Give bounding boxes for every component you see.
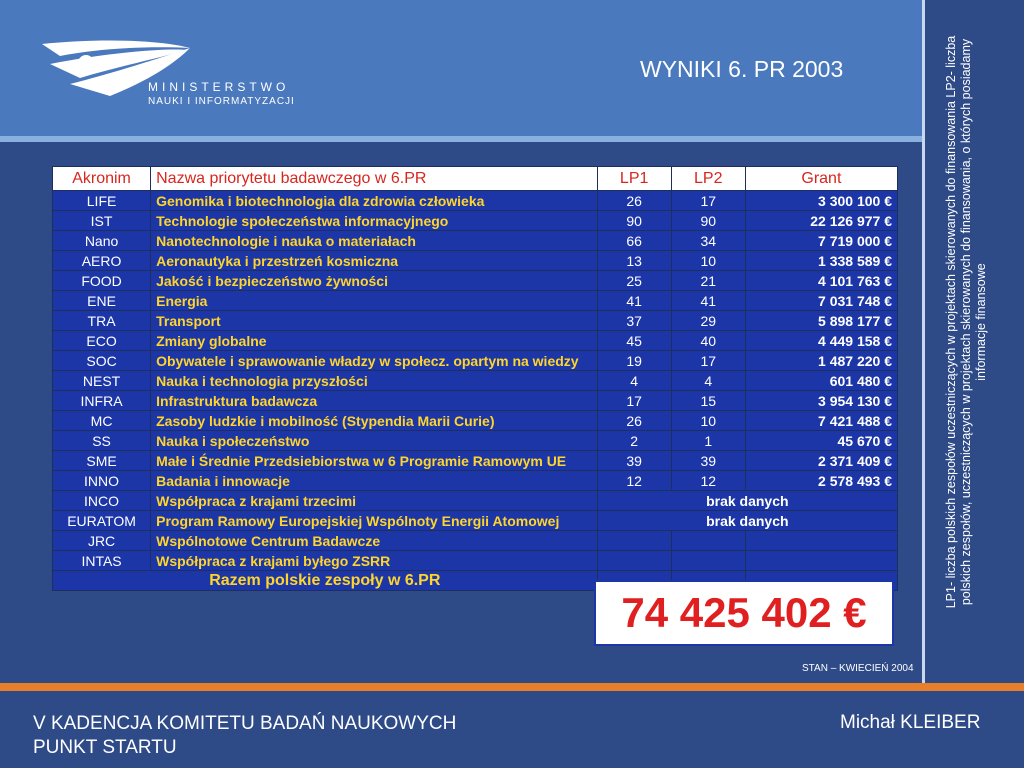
cell-grant xyxy=(745,551,897,571)
total-label: Razem polskie zespoły w 6.PR xyxy=(53,571,598,591)
cell-name: Zmiany globalne xyxy=(151,331,598,351)
cell-lp2: 41 xyxy=(671,291,745,311)
cell-name: Program Ramowy Europejskiej Wspólnoty Energii Atomowej xyxy=(151,511,598,531)
logo-line1: MINISTERSTWO xyxy=(148,80,290,94)
table-row xyxy=(53,211,898,231)
cell-grant: 4 449 158 € xyxy=(745,331,897,351)
cell-lp1: 26 xyxy=(597,411,671,431)
cell-acronym: JRC xyxy=(53,531,151,551)
footer-line2: PUNKT STARTU xyxy=(33,737,177,758)
cell-name: Technologie społeczeństwa informacyjnego xyxy=(151,211,598,231)
cell-name: Małe i Średnie Przedsiebiorstwa w 6 Programie Ramowym UE xyxy=(151,451,598,471)
table-row xyxy=(53,231,898,251)
cell-acronym: ENE xyxy=(53,291,151,311)
cell-lp1 xyxy=(597,531,671,551)
table-row xyxy=(53,191,898,211)
cell-lp1: 45 xyxy=(597,331,671,351)
cell-name: Obywatele i sprawowanie władzy w społecz. opartym na wiedzy xyxy=(151,351,598,371)
cell-lp1 xyxy=(597,551,671,571)
header-acronym: Akronim xyxy=(53,167,151,191)
cell-grant: 4 101 763 € xyxy=(745,271,897,291)
cell-lp1: 37 xyxy=(597,311,671,331)
cell-acronym: NEST xyxy=(53,371,151,391)
cell-lp2: 39 xyxy=(671,451,745,471)
cell-grant: 3 300 100 € xyxy=(745,191,897,211)
cell-lp1: 66 xyxy=(597,231,671,251)
cell-name: Genomika i biotechnologia dla zdrowia człowieka xyxy=(151,191,598,211)
cell-lp2: 21 xyxy=(671,271,745,291)
table-row xyxy=(53,431,898,451)
table-row xyxy=(53,331,898,351)
legend-note: LP1- liczba polskich zespołów uczestniczących w projektach skierowanych do finansowania LP2- liczba polskich zespołów, uczestniczących w projektach skierowanych do finansowania, o których posiadamy informacje finansowe xyxy=(944,35,988,609)
cell-name: Współpraca z krajami byłego ZSRR xyxy=(151,551,598,571)
table-row xyxy=(53,551,898,571)
cell-acronym: FOOD xyxy=(53,271,151,291)
table-row xyxy=(53,351,898,371)
cell-name: Badania i innowacje xyxy=(151,471,598,491)
cell-name: Energia xyxy=(151,291,598,311)
cell-acronym: LIFE xyxy=(53,191,151,211)
cell-lp1: 26 xyxy=(597,191,671,211)
table-header-row xyxy=(53,167,898,191)
cell-lp1: 25 xyxy=(597,271,671,291)
cell-lp2: 40 xyxy=(671,331,745,351)
cell-name: Nanotechnologie i nauka o materiałach xyxy=(151,231,598,251)
cell-grant: 5 898 177 € xyxy=(745,311,897,331)
cell-lp2: 4 xyxy=(671,371,745,391)
cell-lp1: 4 xyxy=(597,371,671,391)
cell-lp2: 10 xyxy=(671,411,745,431)
table-row xyxy=(53,391,898,411)
header-rule xyxy=(0,136,922,142)
total-grant-value: 74 425 402 € xyxy=(594,580,894,646)
table-row xyxy=(53,471,898,491)
cell-lp1: 19 xyxy=(597,351,671,371)
cell-name: Infrastruktura badawcza xyxy=(151,391,598,411)
cell-grant: 3 954 130 € xyxy=(745,391,897,411)
cell-grant xyxy=(745,531,897,551)
cell-name: Współpraca z krajami trzecimi xyxy=(151,491,598,511)
header-grant: Grant xyxy=(745,167,897,191)
cell-lp1: 90 xyxy=(597,211,671,231)
status-date: STAN – KWIECIEŃ 2004 xyxy=(802,663,914,674)
cell-acronym: MC xyxy=(53,411,151,431)
cell-acronym: INTAS xyxy=(53,551,151,571)
table-row xyxy=(53,511,898,531)
cell-lp1: 13 xyxy=(597,251,671,271)
cell-acronym: AERO xyxy=(53,251,151,271)
cell-grant: 1 338 589 € xyxy=(745,251,897,271)
footer-author: Michał KLEIBER xyxy=(840,712,981,733)
cell-grant: 7 031 748 € xyxy=(745,291,897,311)
cell-name: Nauka i społeczeństwo xyxy=(151,431,598,451)
cell-lp1: 41 xyxy=(597,291,671,311)
cell-lp2 xyxy=(671,531,745,551)
cell-grant: 601 480 € xyxy=(745,371,897,391)
cell-lp2: 90 xyxy=(671,211,745,231)
cell-lp1: 17 xyxy=(597,391,671,411)
table-row xyxy=(53,291,898,311)
cell-no-data: brak danych xyxy=(597,511,897,531)
cell-acronym: IST xyxy=(53,211,151,231)
header-lp1: LP1 xyxy=(597,167,671,191)
table-row xyxy=(53,271,898,291)
cell-grant: 22 126 977 € xyxy=(745,211,897,231)
cell-name: Zasoby ludzkie i mobilność (Stypendia Marii Curie) xyxy=(151,411,598,431)
cell-acronym: ECO xyxy=(53,331,151,351)
cell-acronym: INCO xyxy=(53,491,151,511)
cell-acronym: SME xyxy=(53,451,151,471)
cell-lp1: 12 xyxy=(597,471,671,491)
cell-grant: 2 578 493 € xyxy=(745,471,897,491)
cell-name: Transport xyxy=(151,311,598,331)
cell-name: Jakość i bezpieczeństwo żywności xyxy=(151,271,598,291)
table-row xyxy=(53,411,898,431)
footer-left xyxy=(33,712,456,760)
cell-lp2: 17 xyxy=(671,351,745,371)
table-row xyxy=(53,251,898,271)
cell-no-data: brak danych xyxy=(597,491,897,511)
cell-name: Nauka i technologia przyszłości xyxy=(151,371,598,391)
table-row xyxy=(53,451,898,471)
header-lp2: LP2 xyxy=(671,167,745,191)
cell-grant: 7 719 000 € xyxy=(745,231,897,251)
cell-grant: 7 421 488 € xyxy=(745,411,897,431)
cell-acronym: INNO xyxy=(53,471,151,491)
table-row xyxy=(53,311,898,331)
cell-name: Wspólnotowe Centrum Badawcze xyxy=(151,531,598,551)
cell-name: Aeronautyka i przestrzeń kosmiczna xyxy=(151,251,598,271)
cell-lp2: 10 xyxy=(671,251,745,271)
cell-lp2: 1 xyxy=(671,431,745,451)
footer-line1: V KADENCJA KOMITETU BADAŃ NAUKOWYCH xyxy=(33,713,457,734)
cell-acronym: SOC xyxy=(53,351,151,371)
footer-band xyxy=(0,683,1024,691)
cell-grant: 1 487 220 € xyxy=(745,351,897,371)
cell-acronym: Nano xyxy=(53,231,151,251)
page-title: WYNIKI 6. PR 2003 xyxy=(640,56,844,82)
cell-lp2 xyxy=(671,551,745,571)
cell-lp2: 29 xyxy=(671,311,745,331)
cell-lp2: 17 xyxy=(671,191,745,211)
logo-line2: NAUKI I INFORMATYZACJI xyxy=(148,96,295,107)
cell-lp2: 34 xyxy=(671,231,745,251)
table-row xyxy=(53,371,898,391)
table-row xyxy=(53,531,898,551)
header-name: Nazwa priorytetu badawczego w 6.PR xyxy=(151,167,598,191)
cell-lp2: 12 xyxy=(671,471,745,491)
cell-acronym: TRA xyxy=(53,311,151,331)
cell-acronym: EURATOM xyxy=(53,511,151,531)
results-table xyxy=(52,166,898,591)
cell-grant: 2 371 409 € xyxy=(745,451,897,471)
cell-lp1: 2 xyxy=(597,431,671,451)
table-row xyxy=(53,491,898,511)
cell-acronym: INFRA xyxy=(53,391,151,411)
cell-lp1: 39 xyxy=(597,451,671,471)
cell-grant: 45 670 € xyxy=(745,431,897,451)
cell-acronym: SS xyxy=(53,431,151,451)
cell-lp2: 15 xyxy=(671,391,745,411)
